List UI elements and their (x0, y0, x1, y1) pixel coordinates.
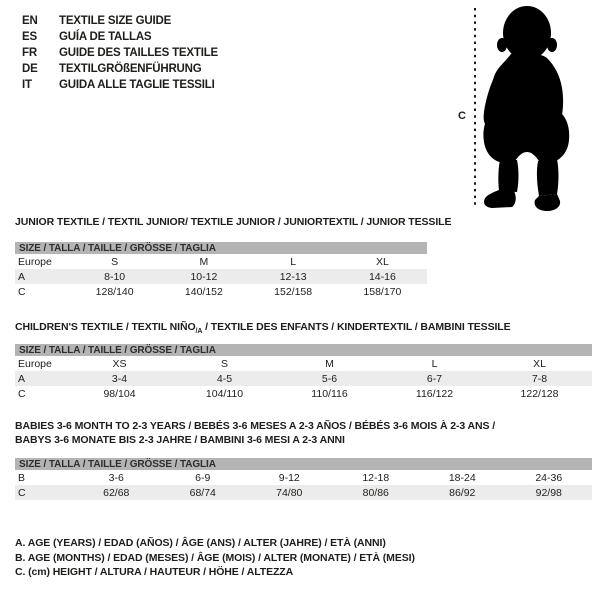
size-cell: S (111, 255, 119, 268)
size-cell: 3-4 (111, 372, 128, 385)
size-cell: 116/122 (415, 387, 454, 400)
lang-title: GUIDA ALLE TAGLIE TESSILI (59, 79, 215, 91)
size-cell: 3-6 (108, 471, 124, 484)
table-row (15, 356, 592, 371)
row-label-cell: C (18, 285, 26, 298)
size-cell: 128/140 (95, 285, 134, 298)
junior-size-table (15, 242, 427, 299)
row-label-cell: C (18, 486, 26, 499)
table-row (15, 284, 427, 299)
size-cell: 62/68 (103, 486, 130, 499)
size-cell: M (199, 255, 209, 268)
size-header-bar: SIZE / TALLA / TAILLE / GRÖSSE / TAGLIA (15, 242, 427, 254)
size-cell: 104/110 (205, 387, 244, 400)
table-row (15, 371, 592, 386)
lang-title: TEXTILGRÖßENFÜHRUNG (59, 63, 202, 75)
size-cell: 110/116 (311, 387, 348, 400)
size-cell: 8-10 (104, 270, 126, 283)
size-cell: 24-36 (535, 471, 563, 484)
footnote-c: C. (cm) HEIGHT / ALTURA / HAUTEUR / HÖHE / ALTEZZA (15, 566, 294, 578)
footnote-a: A. AGE (YEARS) / EDAD (AÑOS) / ÂGE (ANS) / ALTER (JAHRE) / ETÀ (ANNI) (15, 537, 386, 549)
size-cell: XS (112, 357, 127, 370)
lang-row-de (22, 61, 218, 77)
lang-code: IT (22, 79, 32, 91)
size-cell: 4-5 (216, 372, 233, 385)
size-cell: L (290, 255, 297, 268)
size-cell: 12-13 (279, 270, 307, 283)
size-cell: 152/158 (274, 285, 313, 298)
lang-title: GUIDE DES TAILLES TEXTILE (59, 47, 218, 59)
row-label-cell: B (18, 471, 26, 484)
row-label-cell: A (18, 372, 26, 385)
language-title-block (22, 13, 218, 93)
lang-code: FR (22, 47, 37, 59)
size-cell: 92/98 (535, 486, 562, 499)
height-measure-label: C (458, 110, 466, 122)
junior-table-title: JUNIOR TEXTILE / TEXTIL JUNIOR/ TEXTILE JUNIOR / JUNIORTEXTIL / JUNIOR TESSILE (15, 216, 452, 228)
children-table-title (15, 321, 511, 339)
lang-row-es (22, 29, 218, 45)
size-cell: 122/128 (520, 387, 559, 400)
size-cell: S (220, 357, 228, 370)
children-title-pre: CHILDREN'S TEXTILE / TEXTIL NIÑO (15, 321, 196, 333)
row-label-cell: A (18, 270, 26, 283)
lang-row-it (22, 77, 218, 93)
size-cell: 74/80 (276, 486, 303, 499)
footnote-b: B. AGE (MONTHS) / EDAD (MESES) / ÂGE (MOIS) / ALTER (MONATE) / ETÀ (MESI) (15, 551, 415, 564)
table-row (15, 470, 592, 485)
table-row (15, 269, 427, 284)
size-cell: 68/74 (189, 486, 216, 499)
table-row (15, 386, 592, 401)
row-label-cell: Europe (18, 357, 52, 370)
size-cell: 6-9 (195, 471, 211, 484)
babies-title-line1: BABIES 3-6 MONTH TO 2-3 YEARS / BEBÉS 3-6 MESES A 2-3 AÑOS / BÉBÉS 3-6 MOIS À 2-3 ANS / (15, 420, 496, 432)
lang-code: DE (22, 63, 38, 75)
size-cell: 7-8 (531, 372, 548, 385)
size-header-bar: SIZE / TALLA / TAILLE / GRÖSSE / TAGLIA (15, 344, 592, 356)
lang-row-en (22, 13, 218, 29)
babies-table-title (15, 420, 495, 447)
size-cell: 98/104 (103, 387, 136, 400)
children-title-post: / TEXTILE DES ENFANTS / KINDERTEXTIL / BAMBINI TESSILE (202, 321, 511, 333)
size-header-bar: SIZE / TALLA / TAILLE / GRÖSSE / TAGLIA (15, 458, 592, 470)
lang-code: ES (22, 31, 37, 43)
table-row (15, 254, 427, 269)
size-cell: 80/86 (362, 486, 389, 499)
children-title-sub: /A (195, 328, 203, 336)
babies-size-table (15, 458, 592, 500)
size-cell: 158/170 (363, 285, 402, 298)
size-cell: 6-7 (426, 372, 443, 385)
size-cell: 86/92 (449, 486, 476, 499)
toddler-silhouette (483, 6, 569, 211)
size-cell: XL (533, 357, 546, 370)
row-label-cell: Europe (18, 255, 52, 268)
size-cell: 18-24 (448, 471, 476, 484)
size-cell: 9-12 (278, 471, 300, 484)
children-size-table (15, 344, 592, 401)
size-cell: XL (375, 255, 389, 268)
size-cell: M (325, 357, 334, 370)
footnotes-block (15, 536, 415, 580)
table-row (15, 485, 592, 500)
lang-code: EN (22, 15, 38, 27)
size-cell: 5-6 (321, 372, 338, 385)
size-cell: 12-18 (362, 471, 390, 484)
size-cell: 140/152 (184, 285, 223, 298)
babies-title-line2: BABYS 3-6 MONATE BIS 2-3 JAHRE / BAMBINI 3-6 MESI A 2-3 ANNI (15, 433, 345, 446)
lang-title: GUÍA DE TALLAS (59, 31, 152, 43)
lang-row-fr (22, 45, 218, 61)
row-label-cell: C (18, 387, 26, 400)
size-cell: 14-16 (368, 270, 396, 283)
size-cell: L (431, 357, 438, 370)
lang-title: TEXTILE SIZE GUIDE (59, 15, 172, 27)
toddler-silhouette-figure (453, 0, 600, 215)
size-cell: 10-12 (190, 270, 218, 283)
